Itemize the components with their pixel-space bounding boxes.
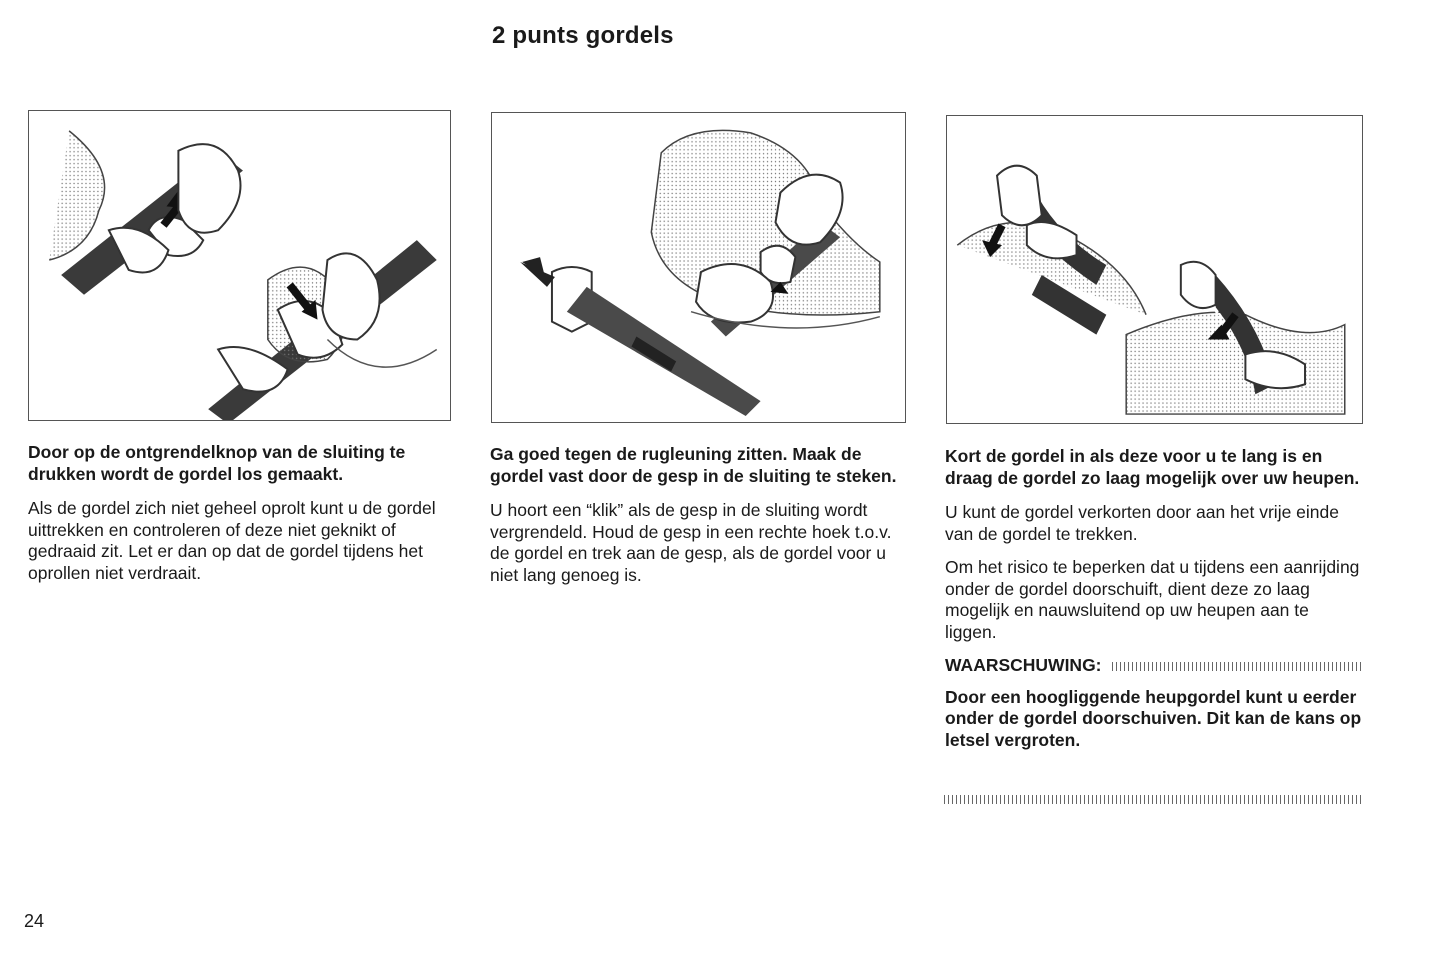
column-release-lead: Door op de ontgrendelknop van de sluiting te drukken wordt de gordel los gemaakt. [28, 442, 406, 484]
warning-dotted-rule [1112, 662, 1363, 671]
warning-heading [945, 655, 1363, 677]
warning-heading-label: WAARSCHUWING: [945, 655, 1102, 675]
warning-text: Door een hoogliggende heupgordel kunt u eerder onder de gordel doorschuiven. Dit kan de kans op letsel vergroten. [945, 686, 1362, 750]
column-shorten-lead: Kort de gordel in als deze voor u te lang is en draag de gordel zo laag mogelijk over uw heupen. [945, 446, 1360, 488]
column-fasten-lead: Ga goed tegen de rugleuning zitten. Maak de gordel vast door de gesp in de sluiting te steken. [490, 444, 897, 486]
column-shorten-body-1: U kunt de gordel verkorten door aan het vrije einde van de gordel te trekken. [945, 502, 1339, 544]
fasten-buckle-drawing [492, 113, 905, 422]
column-shorten [945, 446, 1363, 763]
illustration-release-buckle [28, 110, 451, 421]
column-fasten [490, 444, 906, 598]
page-title: 2 punts gordels [492, 22, 674, 49]
column-release [28, 442, 450, 596]
illustration-shorten-belt [946, 115, 1363, 424]
shorten-belt-drawing [947, 116, 1362, 423]
release-buckle-drawing [29, 111, 450, 420]
illustration-fasten-buckle [491, 112, 906, 423]
column-release-body: Als de gordel zich niet geheel oprolt kunt u de gordel uittrekken en controleren of deze niet geknikt of gedraaid zit. Let er dan op dat de gordel tijdens het oprollen niet verdraait. [28, 498, 436, 583]
warning-end-dotted-rule [944, 795, 1361, 804]
column-fasten-body: U hoort een “klik” als de gesp in de sluiting wordt vergrendeld. Houd de gesp in een rechte hoek t.o.v. de gordel en trek aan de gesp, als de gordel voor u niet lang genoeg is. [490, 500, 892, 585]
column-shorten-body-2: Om het risico te beperken dat u tijdens een aanrijding onder de gordel doorschuift, dient deze zo laag mogelijk en nauwsluitend op uw heupen aan te liggen. [945, 557, 1360, 642]
page-number: 24 [24, 911, 45, 931]
